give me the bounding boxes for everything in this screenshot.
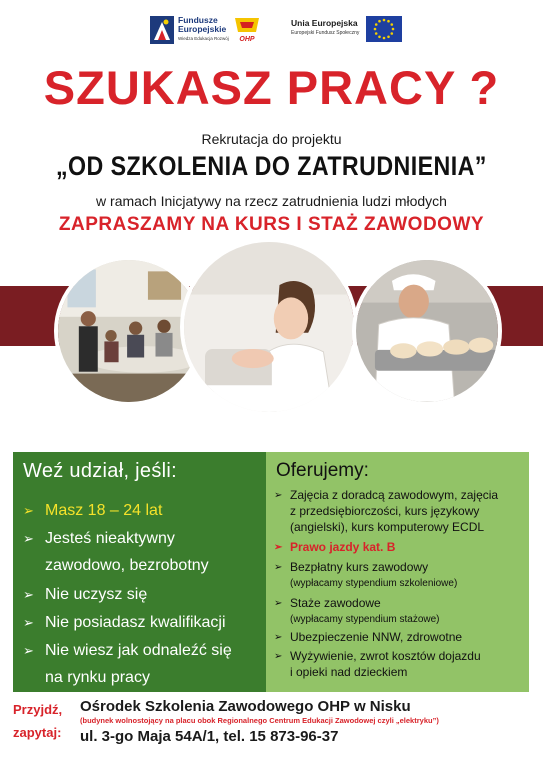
fe-logo-icon [150, 16, 174, 44]
arrow-bullet-icon: ➢ [274, 562, 283, 573]
invitation-line: ZAPRASZAMY NA KURS I STAŻ ZAWODOWY [58, 214, 485, 235]
eligibility-item-label: Jesteś nieaktywny [45, 530, 175, 547]
arrow-bullet-icon: ➢ [23, 615, 34, 630]
arrow-bullet-icon: ➢ [23, 643, 34, 658]
ohp-logo-text: OHP [239, 36, 255, 43]
arrow-bullet-icon: ➢ [23, 531, 34, 546]
offer-item-label: Staże zawodowe [290, 596, 381, 610]
footer-call-come: Przyjdź, [13, 702, 63, 717]
recruitment-intro: Rekrutacja do projektu [201, 131, 342, 147]
arrow-bullet-icon: ➢ [274, 490, 283, 501]
eligibility-item-label: zawodowo, bezrobotny [45, 557, 209, 574]
eligibility-item-label: na rynku pracy [45, 669, 150, 686]
location-note: (budynek wolnostojący na placu obok Regionalnego Centrum Edukacji Zawodowej czyli „elektryku”) [80, 716, 439, 725]
arrow-bullet-icon: ➢ [274, 632, 283, 643]
eligibility-item-label: Masz 18 – 24 lat [45, 502, 163, 519]
arrow-bullet-icon: ➢ [274, 598, 283, 609]
offer-item-label: z przedsiębiorczości, kurs językowy [290, 504, 480, 518]
offer-title: Oferujemy: [276, 460, 369, 481]
arrow-bullet-icon: ➢ [274, 651, 283, 662]
eu-logo-subtitle: Europejski Fundusz Społeczny [291, 30, 360, 36]
arrow-bullet-icon: ➢ [23, 587, 34, 602]
eligibility-title: Weź udział, jeśli: [23, 460, 177, 482]
medical-training-photo [180, 238, 358, 416]
eu-logo-title: Unia Europejska [291, 18, 358, 28]
eligibility-item-label: Nie posiadasz kwalifikacji [45, 614, 226, 631]
initiative-line: w ramach Inicjatywy na rzecz zatrudnienia ludzi młodych [96, 193, 447, 209]
offer-item-note-label: (wypłacamy stypendium stażowe) [290, 614, 440, 625]
logo-strip [0, 12, 543, 52]
project-title: „OD SZKOLENIA DO ZATRUDNIENIA” [56, 151, 487, 181]
fundusze-europejskie-logo [150, 14, 245, 48]
ohp-logo-icon [232, 14, 262, 36]
offer-item-label: (angielski), kurs komputerowy ECDL [290, 520, 485, 534]
organization-name: Ośrodek Szkolenia Zawodowego OHP w Nisku [80, 698, 411, 715]
eligibility-item-label: Nie uczysz się [45, 586, 148, 603]
offer-item-label: i opieki nad dzieckiem [290, 665, 408, 679]
offer-item-note-label: (wypłacamy stypendium szkoleniowe) [290, 578, 458, 589]
eligibility-panel [13, 452, 266, 692]
arrow-bullet-icon: ➢ [274, 542, 283, 553]
offer-item-label: Wyżywienie, zwrot kosztów dojazdu [290, 649, 481, 663]
offer-item-label: Zajęcia z doradcą zawodowym, zajęcia [290, 488, 499, 502]
headline: SZUKASZ PRACY ? [43, 61, 500, 114]
eu-logo [291, 16, 411, 48]
ohp-logo [232, 14, 262, 46]
fe-logo-subtitle: Wiedza Edukacja Rozwój [178, 36, 229, 41]
offer-item-label: Bezpłatny kurs zawodowy [290, 560, 429, 574]
offer-item-label: Ubezpieczenie NNW, zdrowotne [290, 630, 463, 644]
address-phone: ul. 3-go Maja 54A/1, tel. 15 873-96-37 [80, 728, 339, 745]
fe-logo-title: Fundusze Europejskie [178, 15, 227, 34]
arrow-bullet-icon: ➢ [23, 503, 34, 518]
offer-item-label: Prawo jazdy kat. B [290, 540, 396, 554]
bakery-photo [352, 256, 502, 406]
offer-panel [266, 452, 529, 692]
eligibility-item-label: Nie wiesz jak odnaleźć się [45, 642, 232, 659]
footer-call-ask: zapytaj: [13, 725, 62, 740]
eu-flag-icon [366, 16, 402, 42]
